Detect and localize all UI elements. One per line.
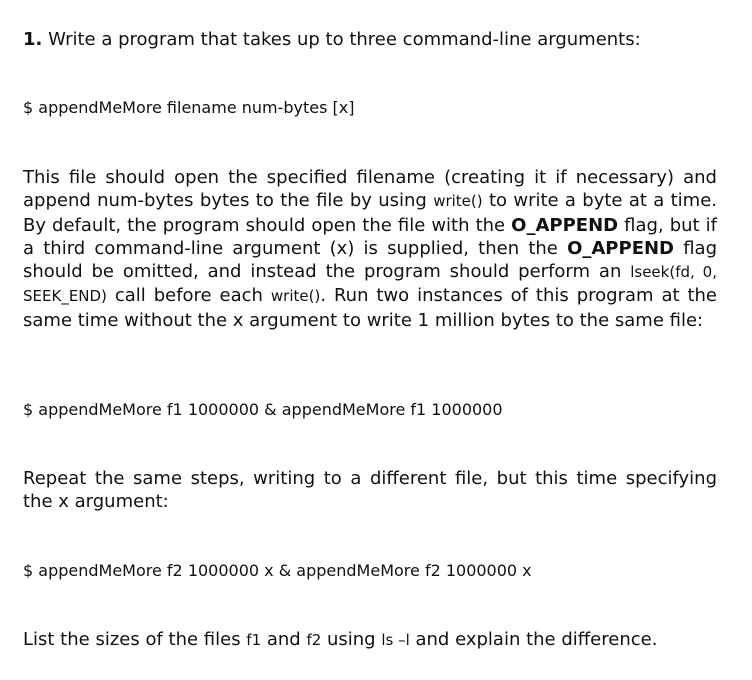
description-text-3: flag, but if a third command-line argument (x) is supplied, then the	[23, 214, 717, 259]
final-text-2: and	[261, 629, 307, 650]
run-command-f1: $ appendMeMore f1 1000000 & appendMeMore f1 1000000	[23, 400, 503, 419]
final-text-4: and explain the difference.	[409, 629, 658, 650]
code-ls: ls –l	[381, 631, 410, 649]
flag-o-append-2: O_APPEND	[567, 237, 674, 259]
description-text-1: This file should open the specified filename (creating it if necessary) and append num-bytes bytes to the file by using	[23, 167, 717, 212]
code-write-2: write()	[270, 287, 321, 306]
usage-command: $ appendMeMore filename num-bytes [x]	[23, 98, 355, 117]
description-text-2: to write a byte at a time. By default, the program should open the file with the	[23, 190, 717, 236]
description-text-6: . Run two instances of this program at the same time without the x argument to write 1 million bytes to the same file:	[23, 285, 718, 331]
final-text-1: List the sizes of the files	[23, 629, 247, 650]
run-command-f2: $ appendMeMore f2 1000000 x & appendMeMore f2 1000000 x	[23, 561, 532, 580]
question-number: 1.	[23, 29, 43, 50]
code-f1: f1	[246, 631, 262, 649]
code-f2: f2	[306, 631, 322, 649]
flag-o-append-1: O_APPEND	[511, 214, 619, 236]
code-write-1: write()	[433, 192, 483, 211]
question-prompt: Write a program that takes up to three command-line arguments:	[48, 29, 641, 50]
description-text-5: call before each	[106, 285, 271, 307]
question-heading	[23, 28, 641, 51]
final-instruction	[23, 628, 717, 652]
code-lseek: lseek(fd, 0, SEEK_END)	[23, 263, 717, 306]
final-text-3: using	[321, 629, 382, 650]
description-paragraph	[23, 166, 717, 332]
description-text-4: flag should be omitted, and instead the program should perform an	[23, 237, 717, 283]
repeat-paragraph: Repeat the same steps, writing to a different file, but this time specifying the x argument:	[23, 468, 717, 513]
